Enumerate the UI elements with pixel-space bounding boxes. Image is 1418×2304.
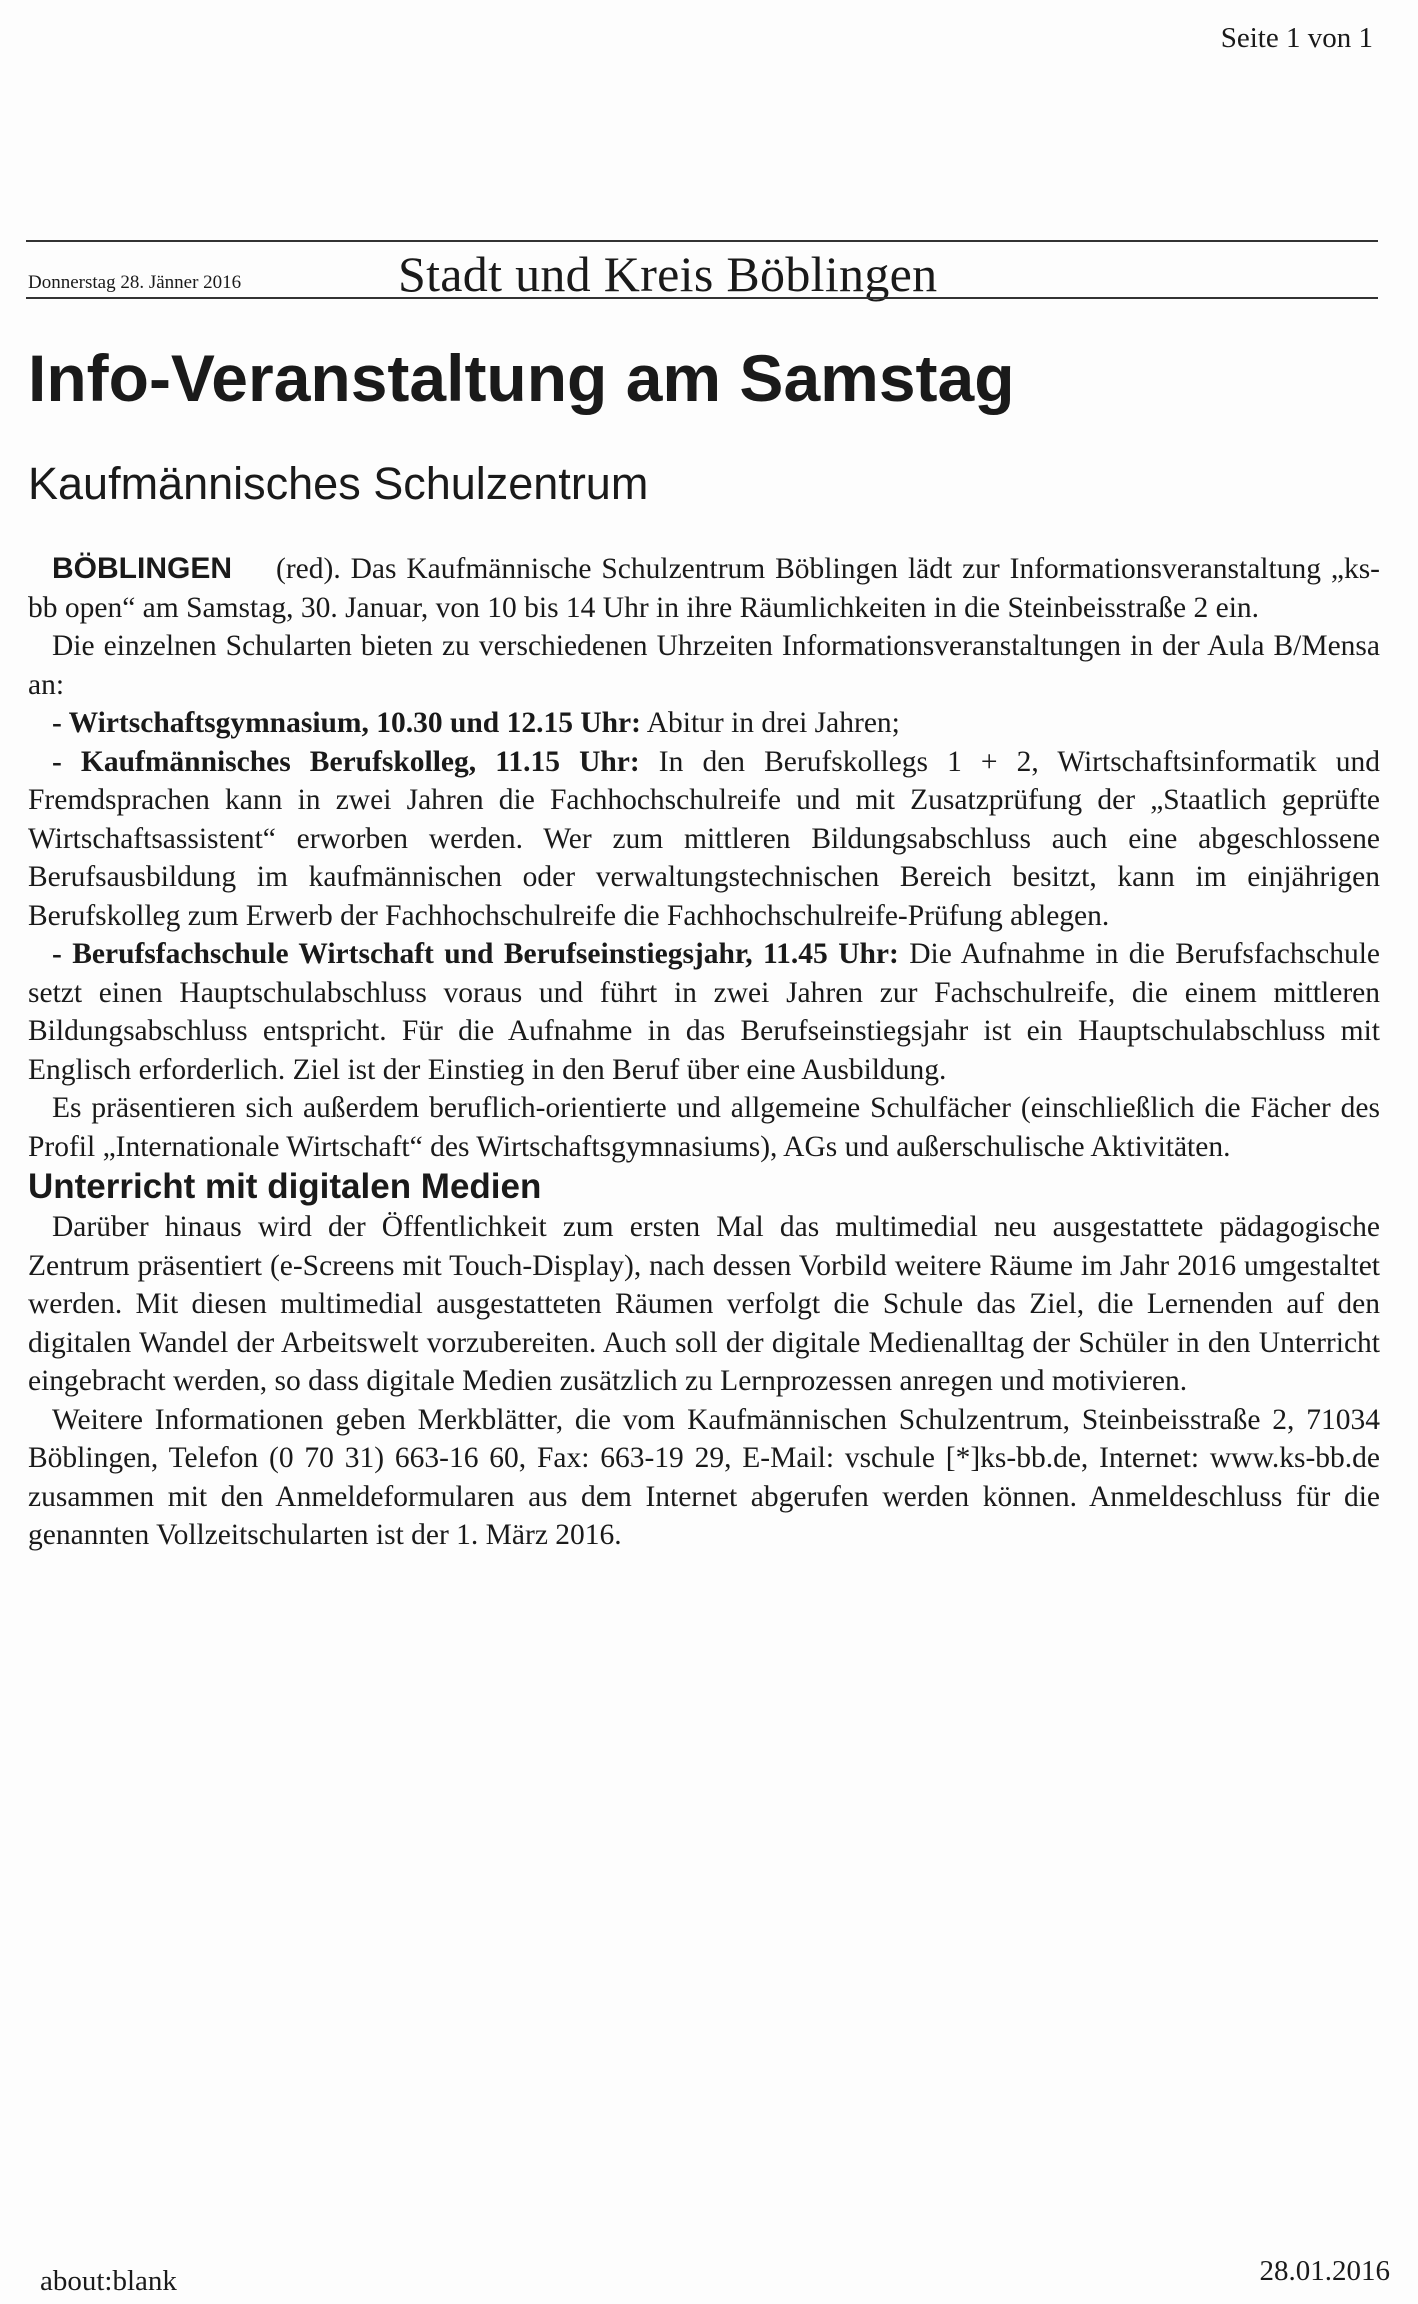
list-item-text: Abitur in drei Jahren; [640,707,900,739]
paragraph-intro [28,550,1380,627]
page-number: Seite 1 von 1 [1220,22,1373,54]
header-rule-bottom [26,297,1378,299]
list-item-text: In den Berufskollegs 1 + 2, Wirtschaftsinformatik und Fremdsprachen kann in zwei Jahren die Fachhochschulreife und mit Zusatzprüfung der „Staatlich geprüfte Wirtschaftsassistent“ erworben werden. Wer zum mittleren Bildungsabschluss auch eine abgeschlossene Berufsausbildung im kaufmännischen oder verwaltungstechnischen Bereich besitzt, kann im einjährigen Berufskolleg zum Erwerb der Fachhochschulreife die Fachhochschulreife-Prüfung ablegen. [28,745,1380,932]
issue-date: Donnerstag 28. Jänner 2016 [28,272,242,293]
list-item-title: - Kaufmännisches Berufskolleg, 11.15 Uhr: [52,745,640,778]
list-item [28,935,1380,1089]
subheadline: Kaufmännisches Schulzentrum [28,458,649,509]
paragraph-digital-media: Darüber hinaus wird der Öffentlichkeit zum ersten Mal das multimedial neu ausgestattete pädagogische Zentrum präsentiert (e-Screens mit Touch-Display), nach dessen Vorbild weitere Räume im Jahr 2016 umgestaltet werden. Mit diesen multimedial ausgestatteten Räumen verfolgt die Schule das Ziel, die Lernenden auf den digitalen Wandel der Arbeitswelt vorzubereiten. Auch soll der digitale Medienalltag der Schüler in den Unterricht eingebracht werden, so dass digitale Medien zusätzlich zu Lernprozessen anregen und motivieren. [28,1211,1380,1397]
paragraph-subjects: Es präsentieren sich außerdem beruflich-orientierte und allgemeine Schulfächer (einschließlich die Fächer des Profil „Internationale Wirtschaft“ des Wirtschaftsgymnasiums), AGs und außerschulische Aktivitäten. [28,1092,1380,1163]
list-item-title: - Berufsfachschule Wirtschaft und Berufseinstiegsjahr, 11.45 Uhr: [52,938,899,970]
list-item-title: - Wirtschaftsgymnasium, 10.30 und 12.15 Uhr: [52,707,641,739]
section-heading: Unterricht mit digitalen Medien [28,1167,542,1206]
list-item [28,743,1380,936]
paragraph-intro-text: (red). Das Kaufmännische Schulzentrum Böblingen lädt zur Informationsveranstaltung „ks-bb open“ am Samstag, 30. Januar, von 10 bis 14 Uhr in ihre Räumlichkeiten in die Steinbeisstraße 2 ein. [28,553,1380,624]
list-item-text: Die Aufnahme in die Berufsfachschule setzt einen Hauptschulabschluss voraus und führt in zwei Jahren zur Fachschulreife, die einem mittleren Bildungsabschluss entspricht. Für die Aufnahme in das Berufseinstiegsjahr ist ein Hauptschulabschluss mit Englisch erforderlich. Ziel ist der Einstieg in den Beruf über eine Ausbildung. [28,938,1380,1086]
list-item [28,704,1380,743]
dateline-city: BÖBLINGEN [52,552,232,585]
footer-date: 28.01.2016 [1259,2255,1390,2287]
paragraph-contact: Weitere Informationen geben Merkblätter, die vom Kaufmännischen Schulzentrum, Steinbeisstraße 2, 71034 Böblingen, Telefon (0 70 31) 663-16 60, Fax: 663-19 29, E-Mail: vschule [*]ks-bb.de, Internet: www.ks-bb.de zusammen mit den Anmeldeformularen aus dem Internet abgerufen werden können. Anmeldeschluss für die genannten Vollzeitschularten ist der 1. März 2016. [28,1403,1380,1551]
footer-url: about:blank [40,2265,177,2297]
header-rule-top [26,240,1378,242]
paragraph-schedule: Die einzelnen Schularten bieten zu verschiedenen Uhrzeiten Informationsveranstaltungen in der Aula B/Mensa an: [28,630,1380,701]
article-body [28,550,1380,1555]
headline: Info-Veranstaltung am Samstag [28,341,1015,415]
section-title: Stadt und Kreis Böblingen [398,246,938,302]
